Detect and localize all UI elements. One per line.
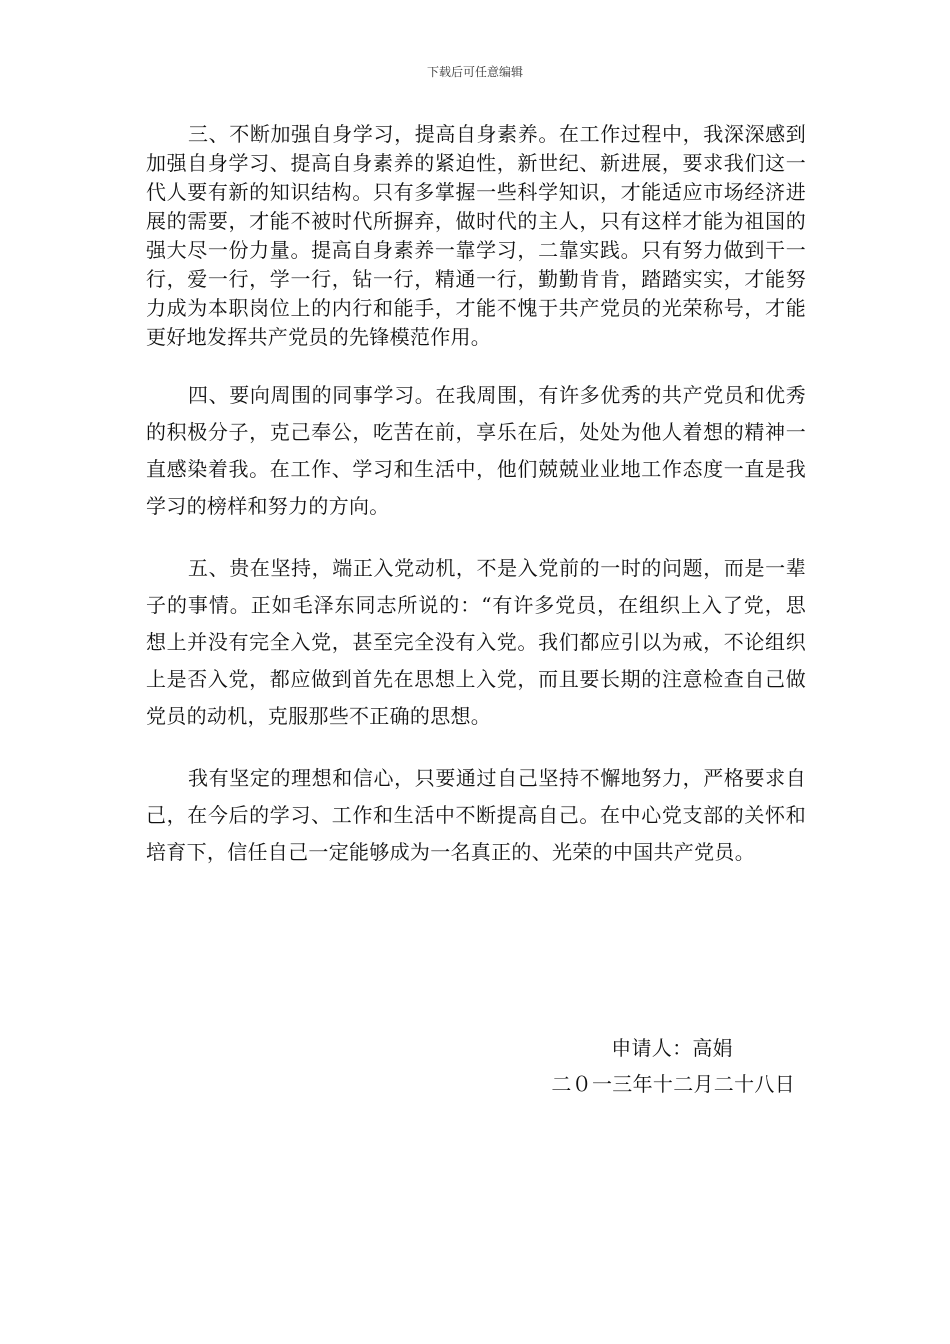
applicant-name: 申请人：高娟 [611,1036,733,1060]
signature-date: 二０一三年十二月二十八日 [551,1072,795,1096]
paragraph-persistence: 五、贵在坚持，端正入党动机，不是入党前的一时的问题，而是一辈子的事情。正如毛泽东同志所说的：“有许多党员，在组织上入了党，思想上并没有完全入党，甚至完全没有入党。我们都应引以为戒，不论组织上是否入党，都应做到首先在思想上入党，而且要长期的注意检查自己做党员的动机，克服那些不正确的思想。 [146,556,806,728]
paragraph-learn-from-colleagues: 四、要向周围的同事学习。在我周围，有许多优秀的共产党员和优秀的积极分子，克己奉公，吃苦在前，享乐在后，处处为他人着想的精神一直感染着我。在工作、学习和生活中，他们兢兢业业地工作态度一直是我学习的榜样和努力的方向。 [146,383,806,518]
paragraph-conclusion: 我有坚定的理想和信心，只要通过自己坚持不懈地努力，严格要求自己，在今后的学习、工作和生活中不断提高自己。在中心党支部的关怀和培育下，信任自己一定能够成为一名真正的、光荣的中国共产党员。 [146,766,806,864]
document-body [146,120,806,871]
signature-block [495,1030,795,1102]
paragraph-self-study: 三、不断加强自身学习，提高自身素养。在工作过程中，我深深感到加强自身学习、提高自身素养的紧迫性，新世纪、新进展，要求我们这一代人要有新的知识结构。只有多掌握一些科学知识，才能适应市场经济进展的需要，才能不被时代所摒弃，做时代的主人，只有这样才能为祖国的强大尽一份力量。提高自身素养一靠学习，二靠实践。只有努力做到干一行，爱一行，学一行，钻一行，精通一行，勤勤肯肯，踏踏实实，才能努力成为本职岗位上的内行和能手，才能不愧于共产党员的光荣称号，才能更好地发挥共产党员的先锋模范作用。 [146,122,806,349]
header-note: 下载后可任意编辑 [426,65,523,79]
